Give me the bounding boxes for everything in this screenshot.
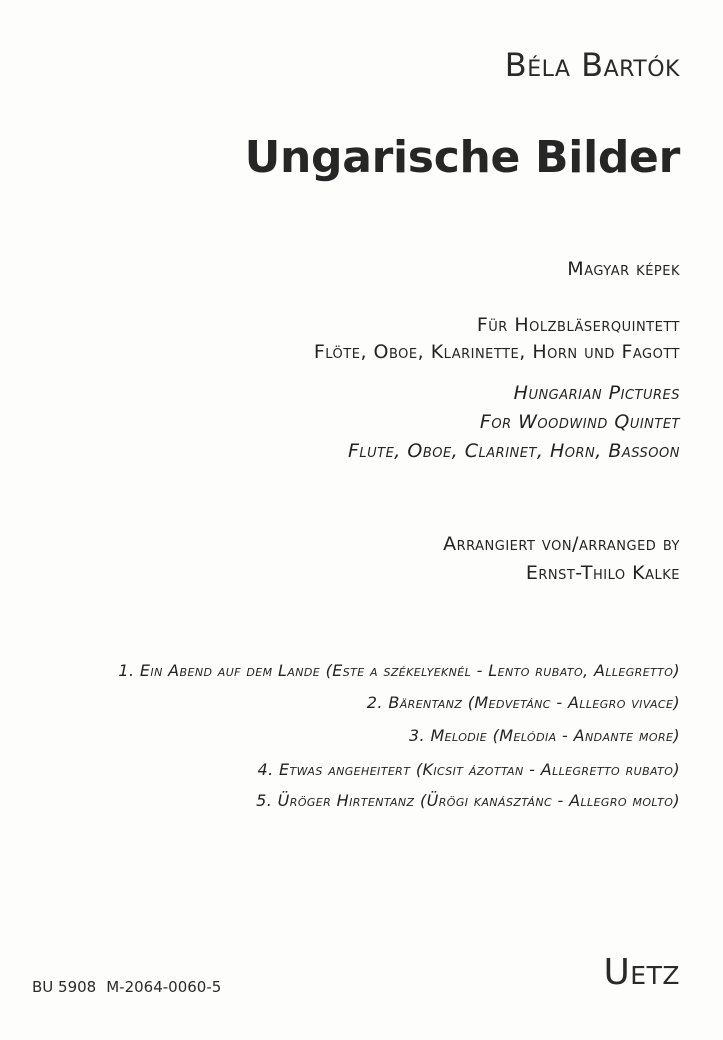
instrumentation-de-line1: Für Holzbläserquintett [476, 314, 680, 336]
movement-item: 4. Etwas angeheitert (Kicsit ázottan - Allegretto rubato) [257, 760, 680, 779]
movement-item: 1. Ein Abend auf dem Lande (Este a székelyeknél - Lento rubato, Allegretto) [118, 661, 680, 680]
movement-item: 3. Melodie (Melódia - Andante more) [408, 726, 680, 745]
movement-item: 5. Üröger Hirtentanz (Ürögi kanásztánc - Allegro molto) [256, 791, 680, 810]
publisher-name: Uetz [603, 952, 680, 993]
arranger-name: Ernst-Thilo Kalke [525, 562, 680, 584]
catalog-number: BU 5908 [32, 978, 97, 996]
instrumentation-en-line1: For Woodwind Quintet [479, 411, 680, 433]
work-title: Ungarische Bilder [244, 132, 680, 183]
arranged-by-label: Arrangiert von/arranged by [443, 533, 680, 555]
hungarian-subtitle: Magyar képek [567, 258, 680, 280]
composer-name: Béla Bartók [504, 46, 680, 84]
ismn-number: M-2064-0060-5 [106, 978, 222, 996]
instrumentation-en-line2: Flute, Oboe, Clarinet, Horn, Bassoon [347, 440, 680, 462]
movement-item: 2. Bärentanz (Medvetánc - Allegro vivace) [366, 693, 680, 712]
instrumentation-de-line2: Flöte, Oboe, Klarinette, Horn und Fagott [313, 341, 680, 363]
catalog-info [32, 978, 221, 996]
english-title: Hungarian Pictures [513, 382, 680, 404]
